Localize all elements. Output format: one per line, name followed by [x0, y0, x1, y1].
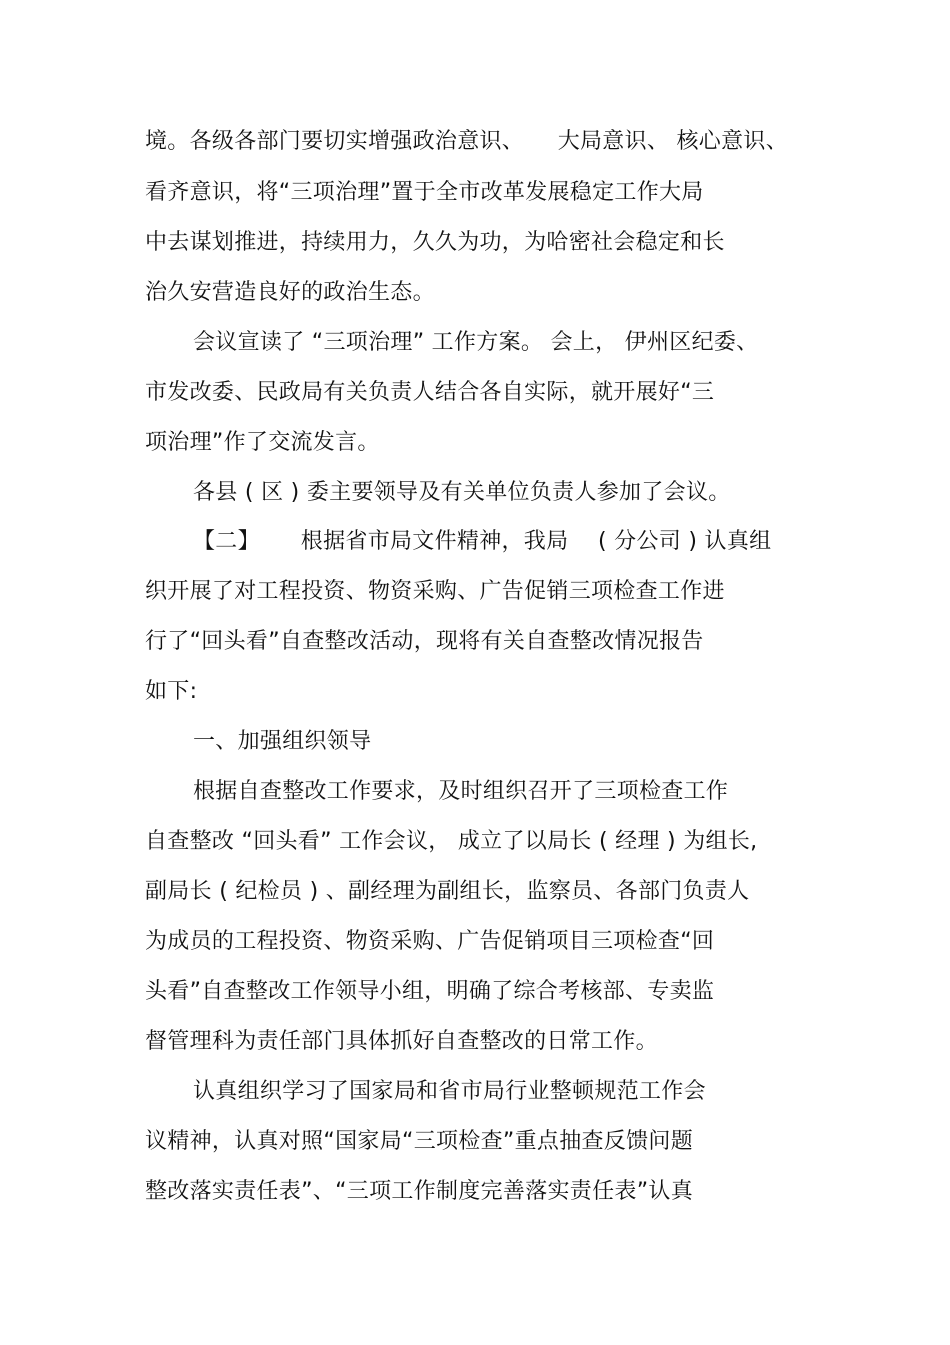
text-line: 根据自查整改工作要求，及时组织召开了三项检查工作 — [193, 779, 729, 804]
text-line: 认真组织学习了国家局和省市局行业整顿规范工作会 — [193, 1079, 706, 1104]
text-line: 【二】 根据省市局文件精神，我局 ( 分公司 ) 认真组 — [193, 529, 772, 554]
text-line: 副局长 ( 纪检员 ) 、副经理为副组长，监察员、各部门负责人 — [145, 879, 750, 904]
text-line: 督管理科为责任部门具体抓好自查整改的日常工作。 — [145, 1029, 658, 1054]
text-line: 织开展了对工程投资、物资采购、广告促销三项检查工作进 — [145, 579, 725, 604]
text-line: 头看”自查整改工作领导小组，明确了综合考核部、专卖监 — [145, 979, 715, 1004]
text-line: 各县 ( 区 ) 委主要领导及有关单位负责人参加了会议。 — [193, 480, 731, 505]
section-heading: 一、加强组织领导 — [193, 729, 372, 754]
text-line: 为成员的工程投资、物资采购、广告促销项目三项检查“回 — [145, 929, 715, 954]
text-line: 境。各级各部门要切实增强政治意识、 大局意识、 核心意识、 — [145, 129, 788, 154]
text-line: 中去谋划推进，持续用力，久久为功，为哈密社会稳定和长 — [145, 230, 725, 255]
text-line: 行了“回头看”自查整改活动，现将有关自查整改情况报告 — [145, 629, 704, 654]
text-line: 如下: — [145, 679, 198, 704]
text-line: 会议宣读了 “三项治理” 工作方案。 会上， 伊州区纪委、 — [193, 330, 759, 355]
text-line: 整改落实责任表”、“三项工作制度完善落实责任表”认真 — [145, 1179, 693, 1204]
text-line: 议精神，认真对照“国家局“三项检查”重点抽查反馈问题 — [145, 1129, 693, 1154]
text-line: 自查整改 “回头看” 工作会议， 成立了以局长 ( 经理 ) 为组长, — [145, 829, 758, 854]
text-line: 项治理”作了交流发言。 — [145, 430, 380, 455]
text-line: 市发改委、民政局有关负责人结合各自实际，就开展好“三 — [145, 380, 715, 405]
text-line: 看齐意识，将“三项治理”置于全市改革发展稳定工作大局 — [145, 180, 704, 205]
text-line: 治久安营造良好的政治生态。 — [145, 280, 435, 305]
